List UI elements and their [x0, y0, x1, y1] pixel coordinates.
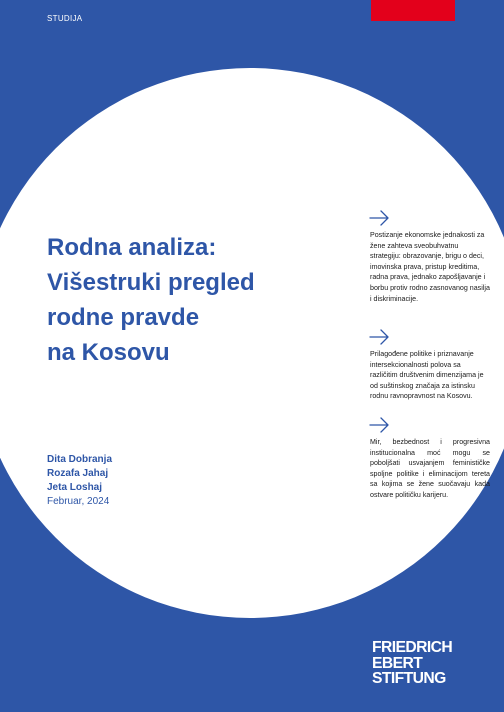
author-name: Rozafa Jahaj [47, 468, 109, 479]
author-list [47, 453, 112, 509]
key-point-2 [369, 329, 490, 402]
key-point-3 [369, 417, 490, 501]
key-point-text: Postizanje ekonomske jednakosti za žene zahteva sveobuhvatnu strategiju: obrazovanje, brigu o deci, imovinska prava, pristup kreditima, radna prava, jednako zapošljavanje i borbu protiv rodno zasnovanog nasilja i diskriminacije. [370, 231, 490, 303]
series-label: STUDIJA [47, 14, 83, 23]
logo-line: FRIEDRICH [372, 639, 453, 656]
title-line: na Kosovu [47, 339, 170, 366]
key-point-text: Prilagođene politike i priznavanje intersekcionalnosti polova sa različitim društvenim dimenzijama je od suštinskog značaja za istinsku rodnu ravnopravnost na Kosovu. [370, 350, 484, 401]
red-accent-bar [371, 0, 455, 21]
title-line: Rodna analiza: [47, 234, 217, 261]
fes-logo [372, 640, 452, 687]
arrow-right-icon [369, 329, 391, 345]
title-line: rodne pravde [47, 304, 200, 331]
arrow-right-icon [369, 417, 391, 433]
title-line: Višestruki pregled [47, 269, 255, 296]
logo-line: STIFTUNG [372, 670, 446, 687]
arrow-right-icon [369, 210, 391, 226]
logo-line: EBERT [372, 654, 423, 672]
document-title [47, 230, 307, 370]
publication-date: Februar, 2024 [47, 496, 110, 507]
author-name: Dita Dobranja [47, 454, 113, 465]
key-point-text: Mir, bezbednost i progresivna institucionalna moć mogu se poboljšati usvajanjem feminističke spoljne politike i eliminacijom tereta sa kojima se žene suočavaju kada ostvare političku karijeru. [370, 438, 490, 499]
author-name: Jeta Loshaj [47, 482, 103, 493]
key-point-1 [369, 210, 490, 304]
